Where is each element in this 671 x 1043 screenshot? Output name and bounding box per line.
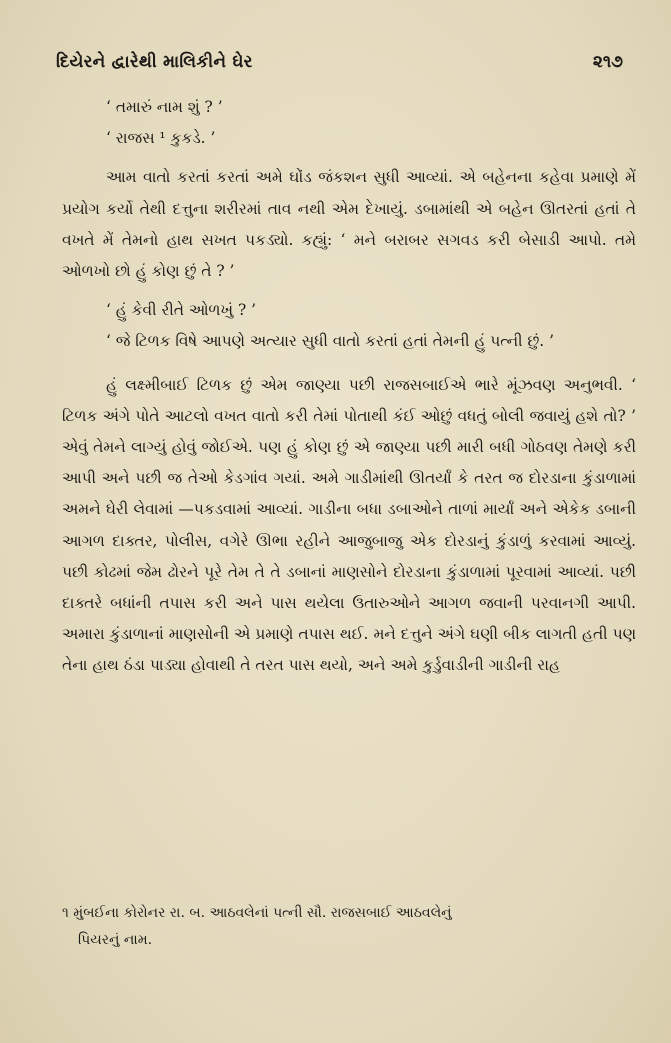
paragraph: આમ વાતો કરતાં કરતાં અમે ઘોંડ જંકશન સુધી આવ્યાં. એ બહેનના કહેવા પ્રમાણે મેં પ્રયોગ કર્યો તેથી દત્તુના શરીરમાં તાવ નથી એમ દેખાયું. ડબામાંથી એ બહેન ઊતરતાં હતાં તે વખતે મેં તેમનો હાથ સખત પકડ્યો. કહ્યું: ‘ મને બરાબર સગવડ કરી બેસાડી આપો. તમે ઓળખો છો હું કોણ છું તે ? ’ <box>62 168 636 281</box>
running-head-title: દિયેરને દ્વારેથી માલિકીને ઘેર <box>56 52 253 72</box>
footnote-line: પિયરનું નામ. <box>78 932 153 948</box>
body-text <box>62 92 636 682</box>
footnote <box>62 900 636 954</box>
page-number: ૨૧૭ <box>592 52 623 72</box>
dialogue-line: ‘ તમારું નામ શું ? ’ <box>106 98 223 116</box>
dialogue-line: ‘ રાજસ ¹ કુકડે. ’ <box>106 129 216 148</box>
paragraph: ‘ જે ટિળક વિષે આપણે અત્યાર સુધી વાતો કરતાં હતાં તેમની હું પત્ની છું. ’ <box>106 332 554 351</box>
dialogue-line: ‘ હું કેવી રીતે ઓળખું ? ’ <box>106 301 256 320</box>
paragraph: હું લક્ષ્મીબાઈ ટિળક છું એમ જાણ્યા પછી રાજસબાઈએ ભારે મૂંઝવણ અનુભવી. ‘ ટિળક અંગે પોતે આટલો વખત વાતો કરી તેમાં પોતાથી કંઈ ઓછું વધતું બોલી જવાયું હશે તો? ’ એવું તેમને લાગ્યું હોવું જોઈએ. પણ હું કોણ છું એ જાણ્યા પછી મારી બધી ગોઠવણ તેમણે કરી આપી અને પછી જ તેઓ કેડગાંવ ગયાં. અમે ગાડીમાંથી ઊતર્યાં કે તરત જ દોરડાના કુંડાળામાં અમને ઘેરી લેવામાં —પકડવામાં આવ્યાં. ગાડીના બધા ડબાઓને તાળાં માર્યાં અને એકેક ડબાની આગળ દાક્તર, પોલીસ, વગેરે ઊભા રહીને આજુબાજુ એક દોરડાનું કુંડાળું કરવામાં આવ્યું. પછી કોઢમાં જેમ ઢોરને પૂરે તેમ તે તે ડબાનાં માણસોને દોરડાના કુંડાળામાં પૂરવામાં આવ્યાં. પછી દાક્તરે બધાંની તપાસ કરી અને પાસ થયેલા ઉતારુઓને આગળ જવાની પરવાનગી આપી. અમારા કુંડાળાનાં માણસોની એ પ્રમાણે તપાસ થઈ. મને દત્તુને અંગે ઘણી બીક લાગતી હતી પણ તેના હાથ ઠંડા પાડ્યા હોવાથી તે તરત પાસ થયો, અને અમે કુર્ડુવાડીની ગાડીની રાહ <box>62 375 636 675</box>
footnote-line: ૧ મુંબઈના કોરોનર રા. બ. આઠવલેનાં પત્ની સૌ. રાજસબાઈ આઠવલેનું <box>62 905 452 921</box>
